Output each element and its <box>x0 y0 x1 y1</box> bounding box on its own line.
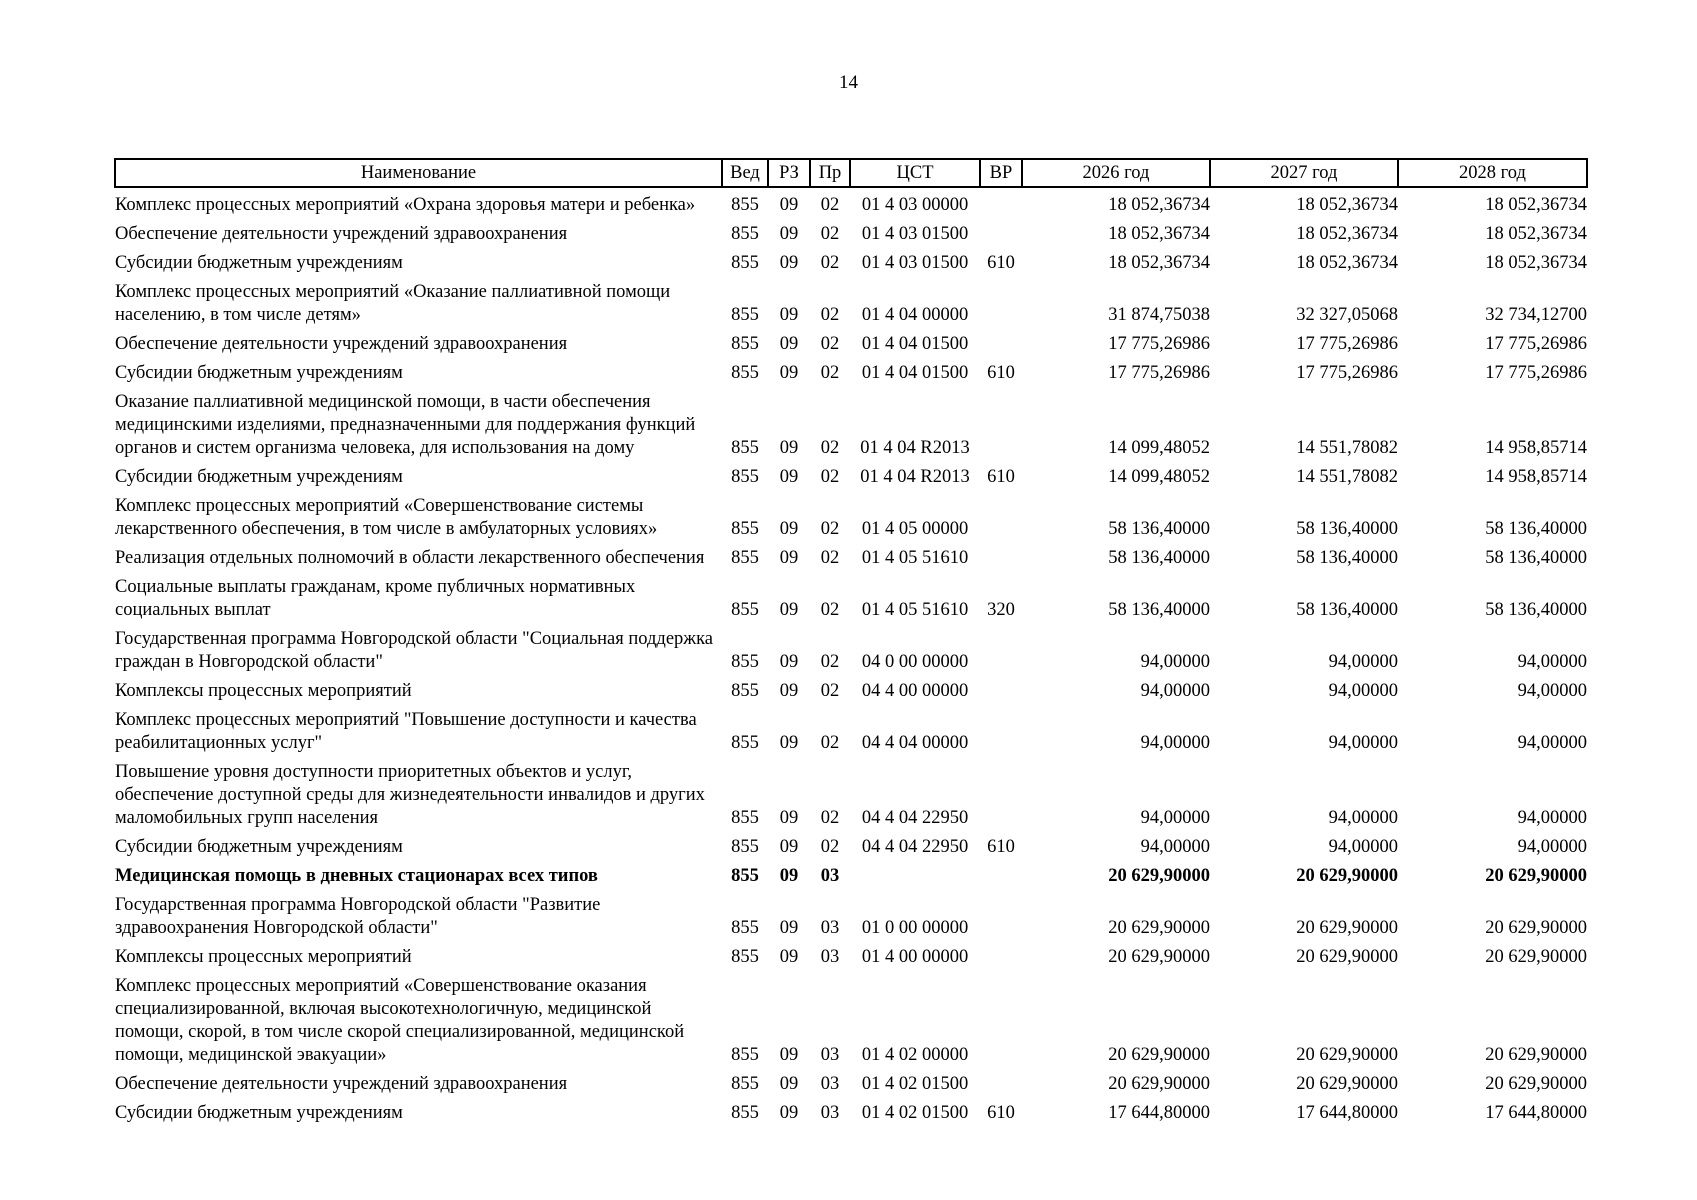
cell-ved: 855 <box>731 334 759 354</box>
cell-name: Государственная программа Новгородской области "Развитие здравоохранения Новгородской области" <box>115 895 601 938</box>
cell-vr <box>980 275 1022 327</box>
cell-2027: 20 629,90000 <box>1296 947 1398 967</box>
cell-2026: 58 136,40000 <box>1108 600 1210 620</box>
cell-2027: 58 136,40000 <box>1296 519 1398 539</box>
cell-2027: 94,00000 <box>1328 733 1398 753</box>
cell-cst: 04 0 00 00000 <box>861 652 969 672</box>
cell-2028: 58 136,40000 <box>1485 548 1587 568</box>
table-header <box>115 159 1587 187</box>
cell-rz: 09 <box>779 438 799 458</box>
cell-ved: 855 <box>731 837 759 857</box>
header-name: Наименование <box>115 159 722 187</box>
table-row <box>115 327 1587 356</box>
cell-rz: 09 <box>779 519 799 539</box>
cell-rz: 09 <box>779 1074 799 1094</box>
cell-cst <box>850 859 980 888</box>
cell-pr: 02 <box>820 808 840 828</box>
table-row <box>115 275 1587 327</box>
cell-name: Обеспечение деятельности учреждений здравоохранения <box>115 334 568 354</box>
cell-cst: 01 4 03 01500 <box>861 224 969 244</box>
cell-2026: 18 052,36734 <box>1108 224 1210 244</box>
cell-2028: 18 052,36734 <box>1485 195 1587 215</box>
table-row <box>115 1096 1587 1125</box>
cell-rz: 09 <box>779 1045 799 1065</box>
cell-2027: 18 052,36734 <box>1296 224 1398 244</box>
cell-pr: 03 <box>820 1045 840 1065</box>
cell-ved: 855 <box>731 305 759 325</box>
cell-2026: 94,00000 <box>1140 733 1210 753</box>
cell-vr: 610 <box>987 467 1015 487</box>
cell-2026: 94,00000 <box>1140 808 1210 828</box>
cell-2027: 14 551,78082 <box>1296 467 1398 487</box>
cell-ved: 855 <box>731 224 759 244</box>
header-2028: 2028 год <box>1398 159 1587 187</box>
cell-2026: 20 629,90000 <box>1108 1045 1210 1065</box>
cell-2028: 58 136,40000 <box>1485 600 1587 620</box>
cell-rz: 09 <box>779 363 799 383</box>
table-row <box>115 246 1587 275</box>
cell-vr <box>980 674 1022 703</box>
cell-cst: 04 4 04 00000 <box>861 733 969 753</box>
table-row <box>115 622 1587 674</box>
cell-2026: 20 629,90000 <box>1108 866 1210 886</box>
cell-ved: 855 <box>731 548 759 568</box>
cell-2026: 31 874,75038 <box>1108 305 1210 325</box>
cell-ved: 855 <box>731 947 759 967</box>
cell-2026: 17 775,26986 <box>1108 334 1210 354</box>
cell-2026: 17 644,80000 <box>1108 1103 1210 1123</box>
cell-name: Субсидии бюджетным учреждениям <box>115 253 403 273</box>
cell-pr: 03 <box>820 1074 840 1094</box>
cell-cst: 01 4 02 01500 <box>861 1103 969 1123</box>
cell-2028: 94,00000 <box>1517 652 1587 672</box>
cell-ved: 855 <box>731 652 759 672</box>
cell-2028: 20 629,90000 <box>1485 918 1587 938</box>
cell-ved: 855 <box>731 1103 759 1123</box>
cell-2026: 20 629,90000 <box>1108 918 1210 938</box>
cell-rz: 09 <box>779 918 799 938</box>
cell-2028: 58 136,40000 <box>1485 519 1587 539</box>
cell-cst: 01 4 04 01500 <box>861 363 969 383</box>
cell-2028: 94,00000 <box>1517 837 1587 857</box>
cell-vr: 320 <box>987 600 1015 620</box>
cell-2028: 94,00000 <box>1517 808 1587 828</box>
cell-2028: 20 629,90000 <box>1485 1045 1587 1065</box>
cell-cst: 01 4 03 01500 <box>861 253 969 273</box>
header-2026: 2026 год <box>1022 159 1210 187</box>
cell-ved: 855 <box>731 733 759 753</box>
cell-name: Государственная программа Новгородской области "Социальная поддержка граждан в Новгородской области" <box>115 629 713 672</box>
cell-vr: 610 <box>987 253 1015 273</box>
cell-name: Комплекс процессных мероприятий "Повышение доступности и качества реабилитационных услуг" <box>115 710 697 753</box>
cell-rz: 09 <box>779 947 799 967</box>
cell-pr: 03 <box>820 1103 840 1123</box>
cell-ved: 855 <box>731 519 759 539</box>
cell-cst: 01 4 04 01500 <box>861 334 969 354</box>
budget-table <box>114 158 1588 1125</box>
cell-cst: 01 4 04 R2013 <box>860 438 970 458</box>
cell-name: Повышение уровня доступности приоритетных объектов и услуг, обеспечение доступной среды для жизнедеятельности инвалидов и других маломобильных групп населения <box>115 762 705 828</box>
cell-rz: 09 <box>779 1103 799 1123</box>
cell-vr <box>980 385 1022 460</box>
cell-rz: 09 <box>779 548 799 568</box>
cell-2027: 18 052,36734 <box>1296 253 1398 273</box>
table-row <box>115 217 1587 246</box>
header-cst: ЦСТ <box>850 159 980 187</box>
cell-pr: 02 <box>820 652 840 672</box>
cell-pr: 02 <box>820 467 840 487</box>
cell-2026: 94,00000 <box>1140 652 1210 672</box>
cell-name: Субсидии бюджетным учреждениям <box>115 837 403 857</box>
cell-2028: 20 629,90000 <box>1485 947 1587 967</box>
table-row <box>115 859 1587 888</box>
cell-2027: 20 629,90000 <box>1296 866 1398 886</box>
cell-ved: 855 <box>731 438 759 458</box>
cell-2027: 94,00000 <box>1328 652 1398 672</box>
cell-vr <box>980 969 1022 1067</box>
cell-2026: 58 136,40000 <box>1108 519 1210 539</box>
cell-name: Комплекс процессных мероприятий «Совершенствование оказания специализированной, включая высокотехнологичную, медицинской помощи, скорой, в том числе скорой специализированной, медицинской помощи, медицинской эвакуации» <box>115 976 685 1065</box>
cell-2028: 20 629,90000 <box>1485 1074 1587 1094</box>
cell-name: Реализация отдельных полномочий в области лекарственного обеспечения <box>115 548 705 568</box>
cell-name: Комплекс процессных мероприятий «Совершенствование системы лекарственного обеспечения, в том числе в амбулаторных условиях» <box>115 496 658 539</box>
header-ved: Вед <box>722 159 768 187</box>
table-row <box>115 1067 1587 1096</box>
cell-rz: 09 <box>779 866 799 886</box>
cell-2028: 18 052,36734 <box>1485 224 1587 244</box>
cell-cst: 01 4 02 00000 <box>861 1045 969 1065</box>
cell-pr: 02 <box>820 837 840 857</box>
cell-name: Социальные выплаты гражданам, кроме публичных нормативных социальных выплат <box>115 577 636 620</box>
table-body <box>115 187 1587 1125</box>
cell-pr: 02 <box>820 363 840 383</box>
cell-2028: 94,00000 <box>1517 681 1587 701</box>
cell-pr: 02 <box>820 733 840 753</box>
table-row <box>115 385 1587 460</box>
cell-ved: 855 <box>731 253 759 273</box>
cell-pr: 02 <box>820 195 840 215</box>
cell-pr: 02 <box>820 600 840 620</box>
cell-2028: 14 958,85714 <box>1485 438 1587 458</box>
cell-2027: 17 775,26986 <box>1296 334 1398 354</box>
cell-vr: 610 <box>987 363 1015 383</box>
cell-2027: 58 136,40000 <box>1296 600 1398 620</box>
cell-ved: 855 <box>731 866 759 886</box>
cell-vr <box>980 940 1022 969</box>
cell-ved: 855 <box>731 600 759 620</box>
cell-pr: 02 <box>820 681 840 701</box>
cell-vr <box>980 859 1022 888</box>
cell-2027: 14 551,78082 <box>1296 438 1398 458</box>
table-row <box>115 187 1587 217</box>
table-row <box>115 755 1587 830</box>
table-row <box>115 940 1587 969</box>
cell-2027: 20 629,90000 <box>1296 1045 1398 1065</box>
cell-rz: 09 <box>779 467 799 487</box>
cell-2028: 14 958,85714 <box>1485 467 1587 487</box>
cell-2028: 18 052,36734 <box>1485 253 1587 273</box>
cell-pr: 03 <box>820 866 840 886</box>
header-rz: РЗ <box>768 159 810 187</box>
cell-vr <box>980 755 1022 830</box>
header-row <box>115 159 1587 187</box>
header-2027: 2027 год <box>1210 159 1398 187</box>
cell-vr: 610 <box>987 1103 1015 1123</box>
table-row <box>115 541 1587 570</box>
cell-2027: 58 136,40000 <box>1296 548 1398 568</box>
cell-2026: 20 629,90000 <box>1108 1074 1210 1094</box>
cell-2027: 32 327,05068 <box>1296 305 1398 325</box>
cell-rz: 09 <box>779 224 799 244</box>
cell-vr: 610 <box>987 837 1015 857</box>
cell-rz: 09 <box>779 681 799 701</box>
cell-rz: 09 <box>779 600 799 620</box>
cell-rz: 09 <box>779 733 799 753</box>
cell-cst: 01 4 05 00000 <box>861 519 969 539</box>
cell-2026: 17 775,26986 <box>1108 363 1210 383</box>
cell-2027: 20 629,90000 <box>1296 1074 1398 1094</box>
cell-2026: 94,00000 <box>1140 681 1210 701</box>
cell-2028: 17 775,26986 <box>1485 334 1587 354</box>
cell-2028: 20 629,90000 <box>1485 866 1587 886</box>
cell-2027: 94,00000 <box>1328 681 1398 701</box>
cell-name: Комплексы процессных мероприятий <box>115 947 412 967</box>
cell-2026: 14 099,48052 <box>1108 438 1210 458</box>
header-vr: ВР <box>980 159 1022 187</box>
table-row <box>115 969 1587 1067</box>
table-row <box>115 674 1587 703</box>
cell-cst: 01 4 04 R2013 <box>860 467 970 487</box>
cell-2027: 18 052,36734 <box>1296 195 1398 215</box>
table-row <box>115 830 1587 859</box>
cell-ved: 855 <box>731 195 759 215</box>
cell-pr: 03 <box>820 947 840 967</box>
cell-2028: 17 775,26986 <box>1485 363 1587 383</box>
cell-2027: 17 644,80000 <box>1296 1103 1398 1123</box>
cell-name: Оказание паллиативной медицинской помощи, в части обеспечения медицинскими изделиями, предназначенными для поддержания функций органов и систем организма человека, для использования на дому <box>115 392 696 458</box>
cell-cst: 01 4 05 51610 <box>861 548 969 568</box>
cell-name: Обеспечение деятельности учреждений здравоохранения <box>115 1074 568 1094</box>
cell-2026: 58 136,40000 <box>1108 548 1210 568</box>
cell-vr <box>980 541 1022 570</box>
table-row <box>115 888 1587 940</box>
cell-vr <box>980 327 1022 356</box>
cell-cst: 01 4 04 00000 <box>861 305 969 325</box>
cell-2026: 20 629,90000 <box>1108 947 1210 967</box>
table-row <box>115 703 1587 755</box>
cell-2028: 17 644,80000 <box>1485 1103 1587 1123</box>
cell-name: Комплексы процессных мероприятий <box>115 681 412 701</box>
cell-name: Субсидии бюджетным учреждениям <box>115 467 403 487</box>
table-row <box>115 570 1587 622</box>
cell-name: Комплекс процессных мероприятий «Охрана здоровья матери и ребенка» <box>115 195 696 215</box>
cell-vr <box>980 888 1022 940</box>
cell-2026: 18 052,36734 <box>1108 195 1210 215</box>
cell-2028: 32 734,12700 <box>1485 305 1587 325</box>
cell-pr: 02 <box>820 548 840 568</box>
cell-cst: 01 4 00 00000 <box>861 947 969 967</box>
cell-name: Медицинская помощь в дневных стационарах всех типов <box>115 866 598 886</box>
cell-pr: 02 <box>820 438 840 458</box>
table-row <box>115 460 1587 489</box>
cell-vr <box>980 1067 1022 1096</box>
cell-vr <box>980 703 1022 755</box>
page-number: 14 <box>839 72 858 93</box>
cell-cst: 04 4 04 22950 <box>861 808 969 828</box>
cell-ved: 855 <box>731 1045 759 1065</box>
cell-rz: 09 <box>779 253 799 273</box>
cell-ved: 855 <box>731 1074 759 1094</box>
cell-2027: 20 629,90000 <box>1296 918 1398 938</box>
table-row <box>115 356 1587 385</box>
cell-pr: 02 <box>820 334 840 354</box>
cell-pr: 03 <box>820 918 840 938</box>
cell-2026: 94,00000 <box>1140 837 1210 857</box>
cell-rz: 09 <box>779 808 799 828</box>
cell-rz: 09 <box>779 837 799 857</box>
cell-cst: 04 4 04 22950 <box>861 837 969 857</box>
cell-name: Обеспечение деятельности учреждений здравоохранения <box>115 224 568 244</box>
cell-2028: 94,00000 <box>1517 733 1587 753</box>
cell-ved: 855 <box>731 467 759 487</box>
cell-ved: 855 <box>731 363 759 383</box>
cell-name: Субсидии бюджетным учреждениям <box>115 363 403 383</box>
cell-name: Субсидии бюджетным учреждениям <box>115 1103 403 1123</box>
cell-ved: 855 <box>731 808 759 828</box>
cell-cst: 01 4 03 00000 <box>861 195 969 215</box>
cell-2026: 14 099,48052 <box>1108 467 1210 487</box>
cell-2027: 94,00000 <box>1328 837 1398 857</box>
cell-cst: 01 0 00 00000 <box>861 918 969 938</box>
cell-cst: 01 4 05 51610 <box>861 600 969 620</box>
cell-pr: 02 <box>820 519 840 539</box>
cell-pr: 02 <box>820 305 840 325</box>
cell-pr: 02 <box>820 253 840 273</box>
table-row <box>115 489 1587 541</box>
cell-rz: 09 <box>779 195 799 215</box>
cell-rz: 09 <box>779 334 799 354</box>
cell-ved: 855 <box>731 918 759 938</box>
cell-vr <box>980 217 1022 246</box>
cell-cst: 04 4 00 00000 <box>861 681 969 701</box>
cell-name: Комплекс процессных мероприятий «Оказание паллиативной помощи населению, в том числе детям» <box>115 282 671 325</box>
cell-cst: 01 4 02 01500 <box>861 1074 969 1094</box>
cell-2027: 94,00000 <box>1328 808 1398 828</box>
cell-vr <box>980 187 1022 217</box>
cell-2027: 17 775,26986 <box>1296 363 1398 383</box>
cell-vr <box>980 489 1022 541</box>
header-pr: Пр <box>810 159 850 187</box>
cell-rz: 09 <box>779 305 799 325</box>
cell-ved: 855 <box>731 681 759 701</box>
cell-vr <box>980 622 1022 674</box>
cell-rz: 09 <box>779 652 799 672</box>
cell-pr: 02 <box>820 224 840 244</box>
cell-2026: 18 052,36734 <box>1108 253 1210 273</box>
